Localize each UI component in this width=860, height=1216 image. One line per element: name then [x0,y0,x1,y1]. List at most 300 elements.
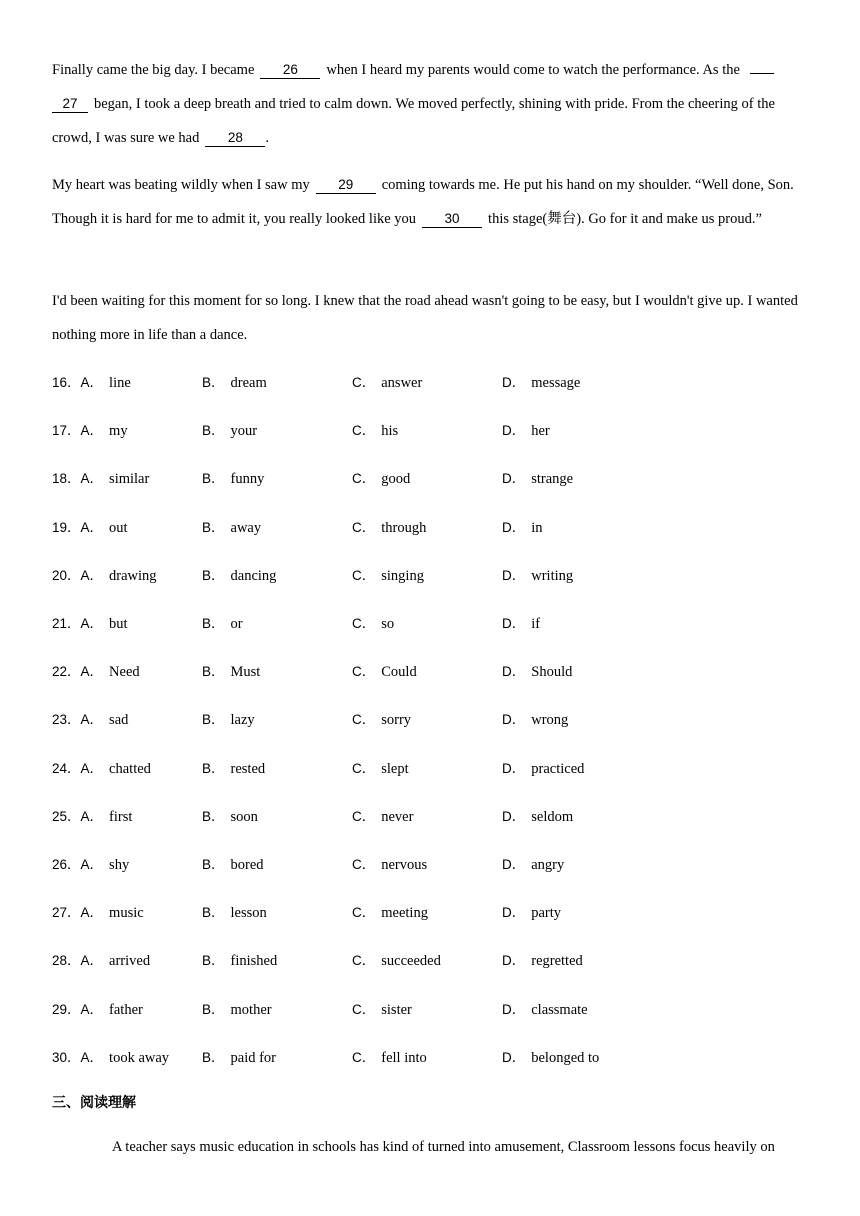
separator: ． [67,953,81,969]
option-letter: D [502,375,512,390]
separator: ． [361,567,376,583]
separator: ． [67,808,81,824]
option-text: rested [230,760,266,777]
passage-paragraph-3: I'd been waiting for this moment for so long. I knew that the road ahead wasn't going to be easy, but I wouldn't give up. I wanted nothing more in life than a dance. [52,293,798,343]
option-a[interactable] [52,372,131,394]
question-number: 23 [52,712,68,728]
blank-29: 29 [316,177,376,194]
blank-28: 28 [205,130,265,147]
option-letter: B [202,1049,212,1065]
question-row [52,565,812,587]
option-c[interactable] [352,661,417,683]
separator: ． [211,760,225,776]
separator: ． [511,760,526,776]
option-text: paid for [230,1049,277,1066]
option-text: fell into [381,1049,427,1066]
option-text: sister [381,1001,412,1018]
separator: ． [511,519,526,535]
option-letter: C [352,808,362,824]
option-b[interactable] [202,613,243,635]
option-a[interactable] [52,1047,169,1069]
option-c[interactable] [352,420,398,442]
option-letter: C [352,905,362,921]
separator: ． [211,712,225,728]
option-letter: A [80,375,90,390]
option-letter: D [502,423,512,439]
separator: ． [67,519,81,535]
separator: ． [67,905,81,921]
option-text: singing [381,567,424,584]
option-letter: B [202,953,212,969]
option-text: strange [531,471,574,488]
separator: ． [89,857,104,872]
separator: ． [361,1049,376,1065]
option-c[interactable] [352,565,424,587]
separator: ． [361,471,376,487]
option-c[interactable] [352,902,428,924]
question-row [52,902,812,924]
option-letter: D [502,857,512,872]
question-number: 29 [52,1001,68,1017]
option-letter: A [80,519,90,535]
option-letter: D [502,616,512,631]
separator: ． [89,808,104,824]
separator: ． [211,857,225,872]
option-d[interactable] [502,902,561,924]
option-text: away [230,519,262,536]
separator: ． [361,712,376,728]
option-text: father [109,1001,143,1018]
question-number: 25 [52,808,68,824]
separator: ． [67,760,81,776]
option-letter: C [352,519,362,535]
option-text: soon [230,808,258,825]
option-a[interactable] [52,950,150,972]
option-c[interactable] [352,806,413,828]
option-text: message [531,375,581,391]
separator: ． [89,616,104,631]
question-number: 19 [52,519,68,535]
blank-27: 27 [52,96,88,113]
option-text: nervous [381,857,428,873]
separator: ． [89,471,104,487]
option-text: out [109,519,128,536]
option-text: but [109,616,128,632]
option-text: practiced [531,760,585,777]
separator: ． [211,423,225,439]
option-b[interactable] [202,806,258,828]
option-letter: C [352,857,362,872]
question-number: 30 [52,1049,68,1065]
option-text: meeting [381,905,428,922]
option-d[interactable] [502,517,543,539]
option-c[interactable] [352,1047,427,1069]
option-d[interactable] [502,854,564,876]
option-text: mother [230,1001,272,1018]
question-row [52,854,812,876]
option-text: his [381,423,399,440]
option-letter: C [352,423,362,439]
separator: ． [361,375,376,390]
option-a[interactable] [52,420,128,442]
separator: ． [67,712,81,728]
separator: ． [211,905,225,921]
separator: ． [361,664,376,680]
option-text: sad [109,712,129,729]
option-c[interactable] [352,468,410,490]
separator: ． [511,664,526,680]
separator: ． [511,471,526,487]
question-row [52,661,812,683]
option-letter: A [80,664,90,680]
separator: ． [67,857,81,872]
option-letter: D [502,471,512,487]
option-text: first [109,808,133,825]
option-letter: B [202,567,212,583]
option-letter: C [352,471,362,487]
separator: ． [361,519,376,535]
option-b[interactable] [202,372,267,394]
option-letter: A [80,808,90,824]
option-d[interactable] [502,1047,599,1069]
option-letter: C [352,953,362,969]
separator: ． [67,423,81,439]
question-number: 28 [52,953,68,969]
option-text: Must [230,664,261,681]
option-letter: B [202,712,212,728]
option-letter: D [502,519,512,535]
option-a[interactable] [52,902,144,924]
separator: ． [511,857,526,872]
separator: ． [67,567,81,583]
option-a[interactable] [52,661,140,683]
separator: ． [67,664,81,680]
passage-text: when I heard my parents would come to watch the performance. As the [326,62,740,78]
option-d[interactable] [502,565,573,587]
option-d[interactable] [502,420,550,442]
option-text: lazy [230,712,255,729]
separator: ． [67,616,81,631]
option-letter: B [202,375,212,390]
passage-text: My heart was beating wildly when I saw my [52,177,310,193]
option-letter: D [502,1001,512,1017]
option-letter: A [80,471,90,487]
option-c[interactable] [352,854,427,876]
option-text: took away [109,1049,170,1066]
option-text: party [531,905,562,922]
option-text: music [109,905,144,922]
option-a[interactable] [52,468,149,490]
option-text: if [531,616,541,632]
separator: ． [511,616,526,631]
option-text: lesson [230,905,267,922]
option-text: or [230,616,243,632]
separator: ． [89,375,104,390]
option-letter: C [352,567,362,583]
option-letter: B [202,1001,212,1017]
option-letter: D [502,712,512,728]
question-row [52,613,812,635]
option-letter: A [80,616,90,631]
option-c[interactable] [352,758,409,780]
question-row [52,420,812,442]
option-text: slept [381,760,409,777]
separator: ． [211,1001,225,1017]
option-text: through [381,519,427,536]
option-d[interactable] [502,758,584,780]
separator: ． [511,953,526,969]
option-text: belonged to [531,1049,600,1066]
option-a[interactable] [52,999,143,1021]
option-c[interactable] [352,999,412,1021]
section-title: 三、阅读理解 [52,1095,136,1111]
option-d[interactable] [502,661,572,683]
option-d[interactable] [502,999,588,1021]
option-d[interactable] [502,806,573,828]
separator: ． [511,712,526,728]
option-letter: A [80,857,90,872]
separator: ． [361,953,376,969]
option-letter: A [80,1001,90,1017]
question-number: 16 [52,375,68,390]
option-letter: C [352,760,362,776]
separator: ． [511,1001,526,1017]
option-text: seldom [531,808,574,825]
separator: ． [511,1049,526,1065]
passage-text: coming towards me. He put his hand on my shoulder. “Well done, Son. Though it is hard for me to admit it, you really looked like you [52,177,794,227]
reading-passage-first-line: A teacher says music education in schools has kind of turned into amusement, Classroom lessons focus heavily on [112,1139,775,1155]
option-d[interactable] [502,468,573,490]
separator: ． [211,567,225,583]
option-text: dream [230,375,267,391]
option-a[interactable] [52,758,151,780]
question-row [52,468,812,490]
option-text: similar [109,471,150,488]
option-b[interactable] [202,709,255,731]
option-a[interactable] [52,709,128,731]
option-letter: D [502,953,512,969]
option-b[interactable] [202,565,276,587]
option-c[interactable] [352,709,411,731]
option-b[interactable] [202,1047,276,1069]
option-text: sorry [381,712,412,729]
option-letter: A [80,567,90,583]
option-text: your [230,423,258,440]
question-row [52,517,812,539]
option-letter: D [502,808,512,824]
question-number: 20 [52,567,68,583]
option-text: Could [381,664,417,681]
option-text: finished [230,953,278,970]
separator: ． [361,808,376,824]
option-d[interactable] [502,372,580,394]
passage-text: Finally came the big day. I became [52,62,255,78]
option-text: dancing [230,567,277,584]
blank-30: 30 [422,211,482,228]
passage-text: began, I took a deep breath and tried to calm down. We moved perfectly, shining with pride. From the cheering of the crowd, I was sure we had [52,96,775,146]
option-b[interactable] [202,758,265,780]
option-letter: B [202,857,212,872]
option-b[interactable] [202,468,264,490]
option-letter: B [202,471,212,487]
option-text: bored [230,857,264,873]
option-text: succeeded [381,953,441,970]
option-c[interactable] [352,517,426,539]
option-d[interactable] [502,709,568,731]
option-c[interactable] [352,950,441,972]
option-text: in [531,519,543,536]
separator: ． [511,905,526,921]
separator: ． [89,519,104,535]
option-text: answer [381,375,423,391]
option-a[interactable] [52,565,157,587]
question-number: 21 [52,616,68,631]
question-row [52,950,812,972]
option-letter: B [202,808,212,824]
question-number: 27 [52,905,68,921]
option-text: Need [109,664,140,681]
separator: ． [89,712,104,728]
option-b[interactable] [202,854,264,876]
separator: ． [511,808,526,824]
separator: ． [361,760,376,776]
option-b[interactable] [202,950,277,972]
passage-paragraph-2 [52,168,812,236]
question-row [52,999,812,1021]
option-c[interactable] [352,613,394,635]
separator: ． [211,616,225,631]
option-letter: A [80,953,90,969]
passage-text: . [265,130,269,146]
option-letter: C [352,375,362,390]
separator: ． [67,1001,81,1017]
option-text: wrong [531,712,569,729]
option-b[interactable] [202,999,272,1021]
separator: ． [67,375,81,390]
option-text: drawing [109,567,157,584]
option-text: never [381,808,414,825]
option-a[interactable] [52,806,132,828]
question-row [52,806,812,828]
separator: ． [511,375,526,390]
question-row [52,758,812,780]
separator: ． [67,1049,81,1065]
separator: ． [89,664,104,680]
option-a[interactable] [52,613,128,635]
option-letter: D [502,760,512,776]
option-text: my [109,423,128,440]
separator: ． [89,905,104,921]
option-letter: C [352,1049,362,1065]
separator: ． [89,953,104,969]
separator: ． [361,423,376,439]
option-c[interactable] [352,372,422,394]
separator: ． [361,1001,376,1017]
option-letter: B [202,519,212,535]
option-text: angry [531,857,565,873]
option-letter: A [80,712,90,728]
blank-26: 26 [260,62,320,79]
option-letter: B [202,664,212,680]
question-row [52,372,812,394]
option-text: good [381,471,411,488]
option-a[interactable] [52,854,129,876]
option-text: funny [230,471,265,488]
option-letter: C [352,664,362,680]
separator: ． [211,808,225,824]
option-letter: D [502,905,512,921]
separator: ． [89,760,104,776]
separator: ． [361,857,376,872]
option-text: writing [531,567,574,584]
question-row [52,1047,812,1069]
option-letter: A [80,905,90,921]
option-letter: C [352,1001,362,1017]
question-number: 17 [52,423,68,439]
separator: ． [211,664,225,680]
option-text: line [109,375,131,391]
option-letter: C [352,712,362,728]
option-text: arrived [109,953,151,970]
blank-27-start [750,57,774,74]
separator: ． [211,519,225,535]
option-letter: B [202,616,212,631]
question-number: 22 [52,664,68,680]
separator: ． [361,616,376,631]
separator: ． [211,471,225,487]
option-b[interactable] [202,517,261,539]
passage-paragraph-1 [52,53,812,155]
option-text: her [531,423,550,440]
separator: ． [511,567,526,583]
question-number: 18 [52,471,68,487]
option-text: shy [109,857,130,873]
option-b[interactable] [202,902,267,924]
option-text: classmate [531,1001,588,1018]
option-letter: A [80,760,90,776]
option-text: regretted [531,953,583,970]
question-row [52,709,812,731]
option-b[interactable] [202,420,257,442]
separator: ． [211,1049,225,1065]
option-letter: A [80,423,90,439]
question-number: 24 [52,760,68,776]
option-d[interactable] [502,613,540,635]
separator: ． [89,1049,104,1065]
option-d[interactable] [502,950,583,972]
separator: ． [211,953,225,969]
option-letter: B [202,760,212,776]
option-letter: B [202,905,212,921]
separator: ． [211,375,225,390]
option-text: Should [531,664,573,681]
separator: ． [511,423,526,439]
separator: ． [89,567,104,583]
question-number: 26 [52,857,68,872]
option-text: chatted [109,760,151,777]
option-b[interactable] [202,661,260,683]
option-letter: A [80,1049,90,1065]
option-text: so [381,616,395,632]
separator: ． [67,471,81,487]
option-letter: D [502,664,512,680]
option-letter: D [502,1049,512,1065]
separator: ． [89,423,104,439]
option-letter: D [502,567,512,583]
option-a[interactable] [52,517,128,539]
passage-text: this stage(舞台). Go for it and make us proud.” [488,211,762,227]
separator: ． [89,1001,104,1017]
